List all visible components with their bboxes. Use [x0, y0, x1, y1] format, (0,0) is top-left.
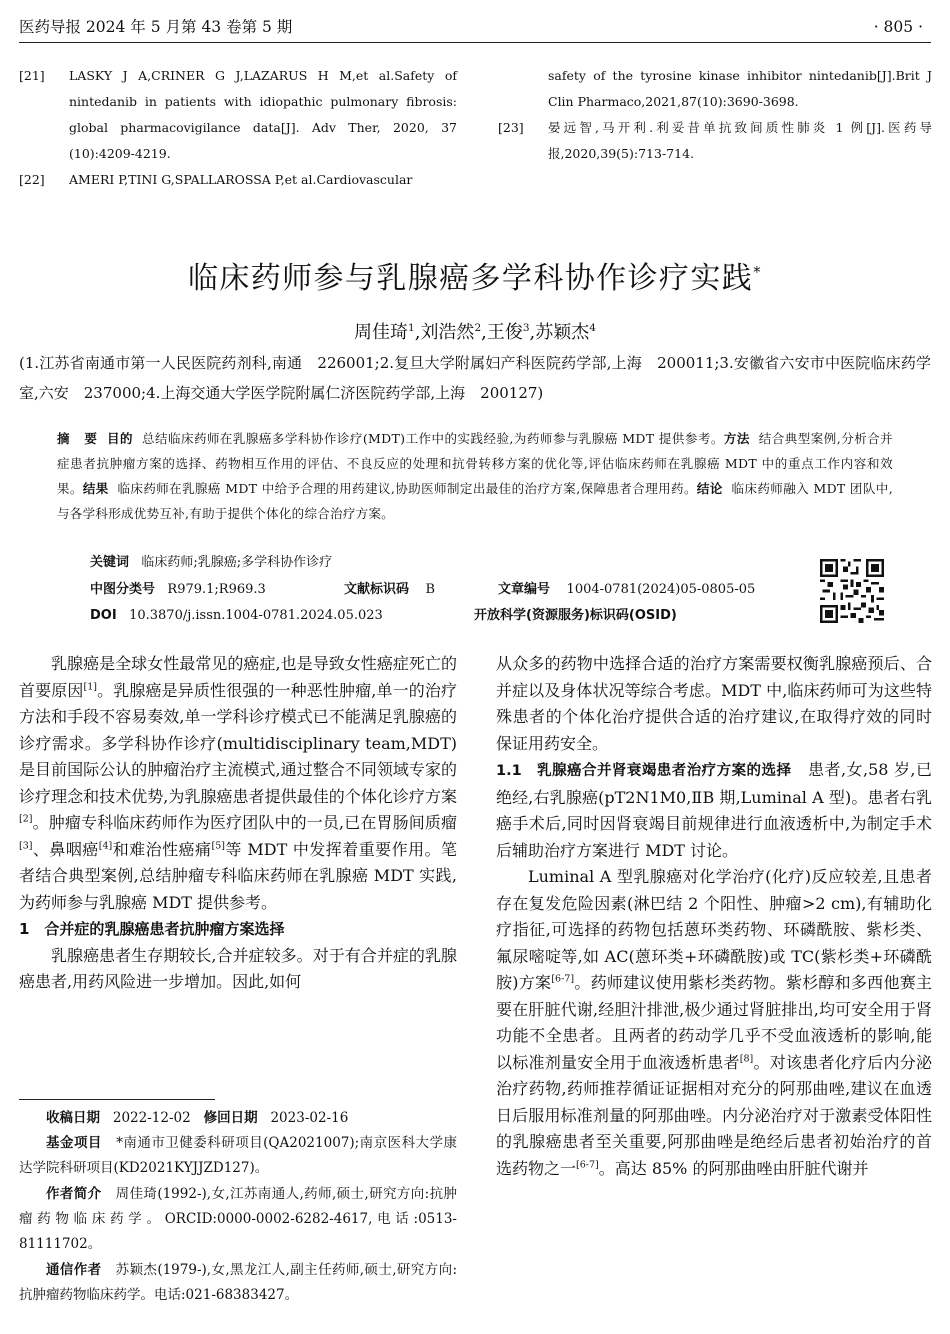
body-paragraph — [19, 651, 457, 916]
article-number-label: 文章编号 — [498, 582, 551, 597]
revised-date: 2023-02-16 — [270, 1110, 349, 1126]
corresponding-author-label: 通信作者 — [46, 1262, 102, 1278]
author-bio-label: 作者简介 — [46, 1186, 102, 1202]
body-text: 患者,女,58 岁,已绝经,右乳腺癌(pT2N1M0,ⅡB 期,Luminal A 型)。患者右乳癌手术后,同时因肾衰竭目前规律进行血液透析中,为制定手术后辅助治疗方案进行 MDT 讨论。 — [496, 760, 932, 860]
subsection-heading: 1.1 乳腺癌合并肾衰竭患者治疗方案的选择 — [496, 763, 792, 779]
article-number-value: 1004-0781(2024)05-0805-05 — [566, 582, 756, 597]
body-paragraph — [496, 864, 932, 1182]
methods-text: 结合典型案例,分析合并症患者抗肿瘤方案的选择、药物相互作用的评估、不良反应的处理和抗骨转移方案的优化等,评估临床药师在乳腺癌 MDT 中的重点工作内容和效果。 — [57, 431, 893, 496]
revised-label: 修回日期 — [203, 1110, 258, 1126]
results-text: 临床药师在乳腺癌 MDT 中给予合理的用药建议,协助医师制定出最佳的治疗方案,保障患者合理用药。 — [117, 481, 697, 496]
reference-text: 晏远智,马开利.利妥昔单抗致间质性肺炎 1 例[J].医药导报,2020,39(5):713-714. — [548, 120, 932, 161]
body-text: 。高达 85% 的阿那曲唑由肝脏代谢并 — [598, 1158, 869, 1178]
body-paragraph: 从众多的药物中选择合适的治疗方案需要权衡乳腺癌预后、合并症以及身体状况等综合考虑。MDT 中,临床药师可为这些特殊患者的个体化治疗提供合适的治疗建议,在取得疗效的同时保证用药安全。 — [496, 654, 932, 753]
author-name: 王俊 — [486, 322, 523, 343]
document-code — [344, 579, 435, 601]
doi-label: DOI — [90, 608, 117, 623]
reference-21 — [19, 63, 457, 167]
corresponding-author — [19, 1258, 457, 1308]
reference-22 — [19, 167, 457, 193]
author-list: 周佳琦$^1$,刘浩然$^2$,王俊$^3$,苏颖杰$^4$ — [354, 322, 596, 343]
citation[interactable]: [4] — [98, 840, 113, 852]
received-label: 收稿日期 — [46, 1110, 100, 1126]
osid — [474, 605, 677, 627]
citation[interactable]: [3] — [19, 840, 33, 852]
body-column-right — [496, 651, 932, 1182]
body-column-left — [19, 651, 457, 996]
citation[interactable]: [8] — [739, 1053, 754, 1065]
author-bio — [19, 1182, 457, 1257]
corresponding-author-text: 苏颖杰(1979-),女,黑龙江人,副主任药师,硕士,研究方向:抗肿瘤药物临床药学。电话:021-68383427。 — [19, 1262, 458, 1303]
keywords-label: 关键词 — [90, 555, 130, 570]
citation[interactable]: [6-7] — [576, 1159, 599, 1171]
abstract — [57, 426, 893, 526]
header-rule — [19, 42, 931, 43]
title-footnote-mark: * — [753, 263, 763, 281]
osid-label: 开放科学(资源服务)标识码(OSID) — [474, 608, 677, 623]
fund-text: *南通市卫健委科研项目(QA2021007);南京医科大学康达学院科研项目(KD2021KYJJZD127)。 — [19, 1135, 458, 1176]
clc-value: R979.1;R969.3 — [167, 582, 266, 597]
citation[interactable]: [6-7] — [551, 973, 575, 985]
reference-number: [22] — [19, 172, 45, 187]
author-affiliation-mark: 2 — [474, 322, 482, 334]
subsection-paragraph — [496, 757, 932, 864]
reference-text: AMERI P,TINI G,SPALLAROSSA P,et al.Cardiovascular — [69, 172, 413, 187]
reference-22-continued — [498, 63, 932, 115]
body-text: 。对该患者化疗后内分泌治疗药物,药师推荐循证证据相对充分的阿那曲唑,建议在血透日后服用标准剂量的阿那曲唑。内分泌治疗对于激素受体阳性的乳腺癌患者至关重要,阿那曲唑是绝经后患者初始治疗的首选药物之一 — [496, 1052, 932, 1178]
clc-number — [90, 579, 266, 601]
footnote-rule — [19, 1099, 215, 1100]
reference-number: [21] — [19, 68, 45, 83]
abstract-label: 摘 要 — [57, 431, 99, 446]
author-name: 刘浩然 — [420, 322, 475, 343]
fund — [19, 1131, 457, 1181]
affiliations: (1.江苏省南通市第一人民医院药剂科,南通 226001;2.复旦大学附属妇产科医院药学部,上海 200011;3.安徽省六安市中医院临床药学室,六安 237000;4.上海交通大学医学院附属仁济医院药学部,上海 200127) — [19, 354, 931, 402]
body-text: 等 MDT 中发挥着重要作用。笔者结合典型案例,总结肿瘤专科临床药师在乳腺癌 MDT 实践,为药师参与乳腺癌 MDT 提供参考。 — [19, 839, 457, 912]
methods-label: 方法 — [723, 431, 750, 446]
author-bio-text: 周佳琦(1992-),女,江苏南通人,药师,硕士,研究方向:抗肿瘤药物临床药学。ORCID:0000-0002-6282-4617,电话:0513-81111702。 — [19, 1186, 458, 1252]
conclusion-label: 结论 — [696, 481, 723, 496]
body-text: 乳腺癌是全球女性最常见的癌症,也是导致女性癌症死亡的首要原因 — [19, 654, 457, 700]
body-text: 。肿瘤专科临床药师作为医疗团队中的一员,已在胃肠间质瘤 — [32, 813, 457, 832]
doi — [90, 605, 383, 627]
dates — [19, 1106, 457, 1131]
body-text: 、鼻咽癌 — [32, 839, 99, 859]
results-label: 结果 — [82, 481, 109, 496]
author-affiliation-mark: 3 — [522, 322, 530, 334]
section-heading: 1 合并症的乳腺癌患者抗肿瘤方案选择 — [19, 920, 285, 938]
reference-text: safety of the tyrosine kinase inhibitor nintedanib[J].Brit J Clin Pharmaco,2021,87(10):3690-3698. — [548, 68, 932, 109]
body-text: 。药师建议使用紫杉类药物。紫杉醇和多西他赛主要在肝脏代谢,经胆汁排泄,极少通过肾脏排出,均可安全用于肾功能不全患者。且两者的药动学几乎不受血液透析的影响,能以标准剂量安全用于血液透析患者 — [496, 973, 932, 1072]
author-name: 周佳琦 — [354, 322, 409, 343]
reference-number: [23] — [498, 120, 524, 135]
author-affiliation-mark: 4 — [589, 322, 596, 334]
body-paragraph: 乳腺癌患者生存期较长,合并症较多。对于有合并症的乳腺癌患者,用药风险进一步增加。因此,如何 — [19, 945, 457, 991]
article-title-text: 临床药师参与乳腺癌多学科协作诊疗实践 — [187, 261, 754, 296]
running-header-journal: 医药导报 2024 年 5 月第 43 卷第 5 期 — [19, 18, 293, 36]
document-code-label: 文献标识码 — [344, 582, 410, 597]
article-title — [0, 252, 950, 299]
fund-label: 基金项目 — [46, 1135, 102, 1151]
citation[interactable]: [2] — [19, 813, 33, 825]
citation[interactable]: [1] — [83, 681, 97, 693]
body-text: 和难治性癌痛 — [112, 839, 212, 859]
received-date: 2022-12-02 — [112, 1110, 191, 1126]
body-text: Luminal A 型乳腺癌对化学治疗(化疗)反应较差,且患者存在复发危险因素(淋巴结 2 个阳性、肿瘤>2 cm),有辅助化疗指征,可选择的药物包括蒽环类药物、环磷酰胺、紫杉类、氟尿嘧啶等,如 AC(蒽环类+环磷酰胺)或 TC(紫杉类+环磷酰胺)方案 — [496, 867, 932, 992]
objective-text: 总结临床药师在乳腺癌多学科协作诊疗(MDT)工作中的实践经验,为药师参与乳腺癌 MDT 提供参考。 — [141, 431, 724, 446]
document-code-value: B — [425, 582, 436, 597]
conclusion-text: 临床药师融入 MDT 团队中,与各学科形成优势互补,有助于提供个体化的综合治疗方案。 — [57, 481, 893, 521]
keywords — [90, 552, 332, 574]
author-affiliation-mark: 1 — [408, 322, 415, 334]
page-number: · 805 · — [873, 18, 923, 36]
osid-qr-code[interactable] — [820, 559, 884, 623]
doi-value: 10.3870/j.issn.1004-0781.2024.05.023 — [129, 608, 383, 623]
footnotes — [19, 1106, 457, 1308]
article-number — [498, 579, 755, 601]
clc-label: 中图分类号 — [90, 582, 156, 597]
citation[interactable]: [5] — [211, 840, 225, 852]
reference-23 — [498, 115, 932, 167]
reference-text: LASKY J A,CRINER G J,LAZARUS H M,et al.Safety of nintedanib in patients with idiopathic pulmonary fibrosis: global pharmacovigilance data[J]. Adv Ther, 2020, 37 (10):4209-4219. — [69, 68, 457, 161]
author-name: 苏颖杰 — [535, 322, 590, 343]
objective-label: 目的 — [107, 431, 134, 446]
body-text: 。乳腺癌是异质性很强的一种恶性肿瘤,单一的治疗方法和手段不容易奏效,单一学科诊疗模式已不能满足乳腺癌的诊疗需求。多学科协作诊疗(multidisciplinary team,MDT)是目前国际公认的肿瘤治疗主流模式,通过整合不同领域专家的诊疗理念和技术优势,为乳腺癌患者提供最佳的个体化诊疗方案 — [19, 680, 457, 806]
keywords-text: 临床药师;乳腺癌;多学科协作诊疗 — [141, 555, 333, 570]
